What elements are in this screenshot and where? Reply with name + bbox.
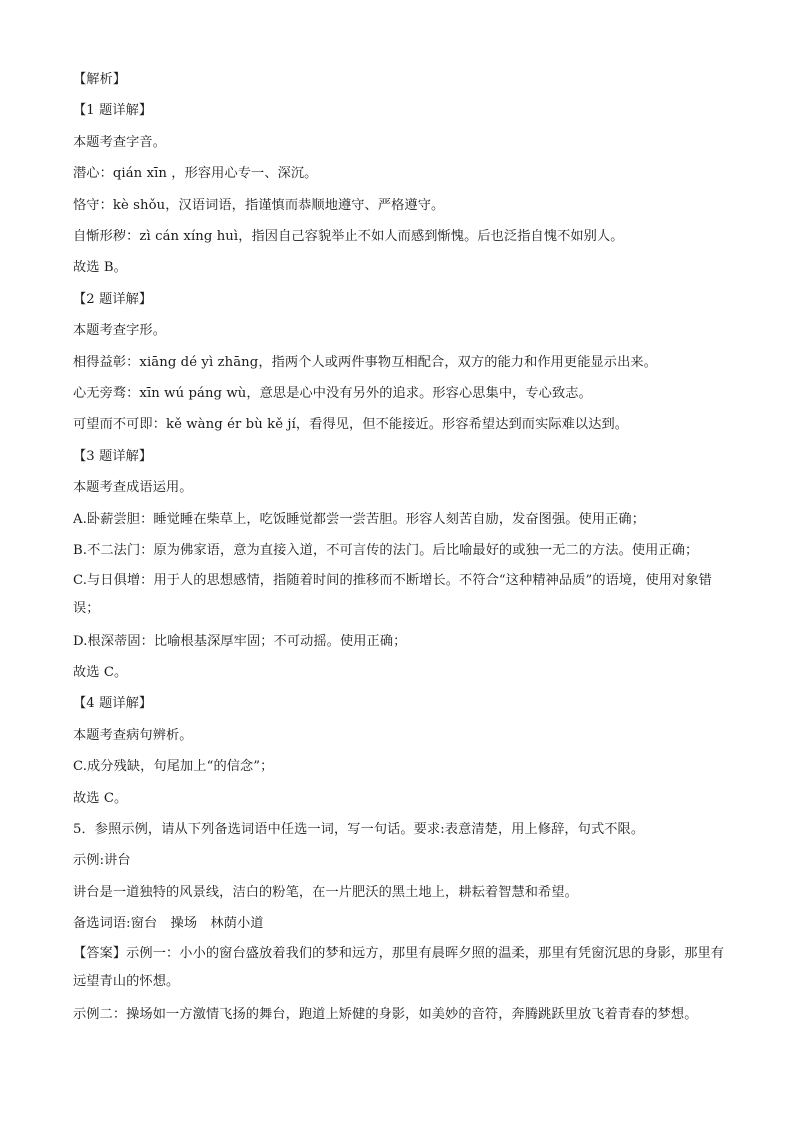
answer-example-one: 【答案】示例一：小小的窗台盛放着我们的梦和远方，那里有晨晖夕照的温柔，那里有凭窗沉思的身影，那里有远望青山的怀想。	[73, 945, 725, 989]
question-5-prompt: 5．参照示例，请从下列备选词语中任选一词，写一句话。要求:表意清楚，用上修辞，句式不限。	[73, 821, 645, 837]
text-line: 相得益彰：xiāng dé yì zhāng，指两个人或两件事物互相配合，双方的能力和作用更能显示出来。	[73, 354, 657, 370]
text-line: 自惭形秽：zì cán xíng huì，指因自己容貌举止不如人而感到惭愧。后也泛指自愧不如别人。	[73, 229, 624, 245]
text-line: 本题考查成语运用。	[73, 480, 193, 496]
question-4-heading: 【4 题详解】	[73, 696, 153, 712]
text-line: 本题考查字形。	[73, 323, 167, 339]
question-1-heading: 【1 题详解】	[73, 103, 153, 119]
question-2-heading: 【2 题详解】	[73, 291, 153, 307]
option-b-line: B.不二法门：原为佛家语，意为直接入道，不可言传的法门。后比喻最好的或独一无二的方法。使用正确；	[73, 543, 699, 559]
example-label: 示例:讲台	[73, 853, 131, 869]
question-3-heading: 【3 题详解】	[73, 448, 153, 464]
text-line: 本题考查病句辨析。	[73, 727, 193, 743]
candidate-words: 备选词语:窗台 操场 林荫小道	[73, 916, 264, 932]
example-sentence: 讲台是一道独特的风景线，洁白的粉笔，在一片肥沃的黑土地上，耕耘着智慧和希望。	[73, 884, 578, 900]
text-line: 故选 B。	[73, 260, 127, 276]
text-line: 可望而不可即：kě wàng ér bù kě jí，看得见，但不能接近。形容希望达到而实际难以达到。	[73, 417, 629, 433]
text-line: 潜心：qián xīn ，形容用心专一、深沉。	[73, 166, 318, 182]
option-c-line: C.与日俱增：用于人的思想感情，指随着时间的推移而不断增长。不符合“这种精神品质”的语境，使用对象错误；	[73, 572, 712, 616]
text-line: 故选 C。	[73, 790, 128, 806]
text-line: 恪守：kè shǒu，汉语词语，指谨慎而恭顺地遵守、严格遵守。	[73, 197, 445, 213]
text-line: 心无旁骛：xīn wú páng wù，意思是心中没有另外的追求。形容心思集中，专心致志。	[73, 386, 592, 402]
section-heading: 【解析】	[73, 72, 127, 87]
text-line: 故选 C。	[73, 664, 128, 680]
option-a-line: A.卧薪尝胆：睡觉睡在柴草上，吃饭睡觉都尝一尝苦胆。形容人刻苦自励，发奋图强。使用正确；	[73, 511, 645, 527]
text-line: 本题考查字音。	[73, 134, 167, 150]
option-d-line: D.根深蒂固：比喻根基深厚牢固；不可动摇。使用正确；	[73, 633, 407, 649]
text-line: C.成分残缺，句尾加上“的信念”；	[73, 759, 274, 775]
answer-example-two: 示例二：操场如一方激情飞扬的舞台，跑道上矫健的身影，如美妙的音符，奔腾跳跃里放飞着青春的梦想。	[73, 1006, 698, 1022]
answer-analysis-content	[73, 64, 733, 1030]
